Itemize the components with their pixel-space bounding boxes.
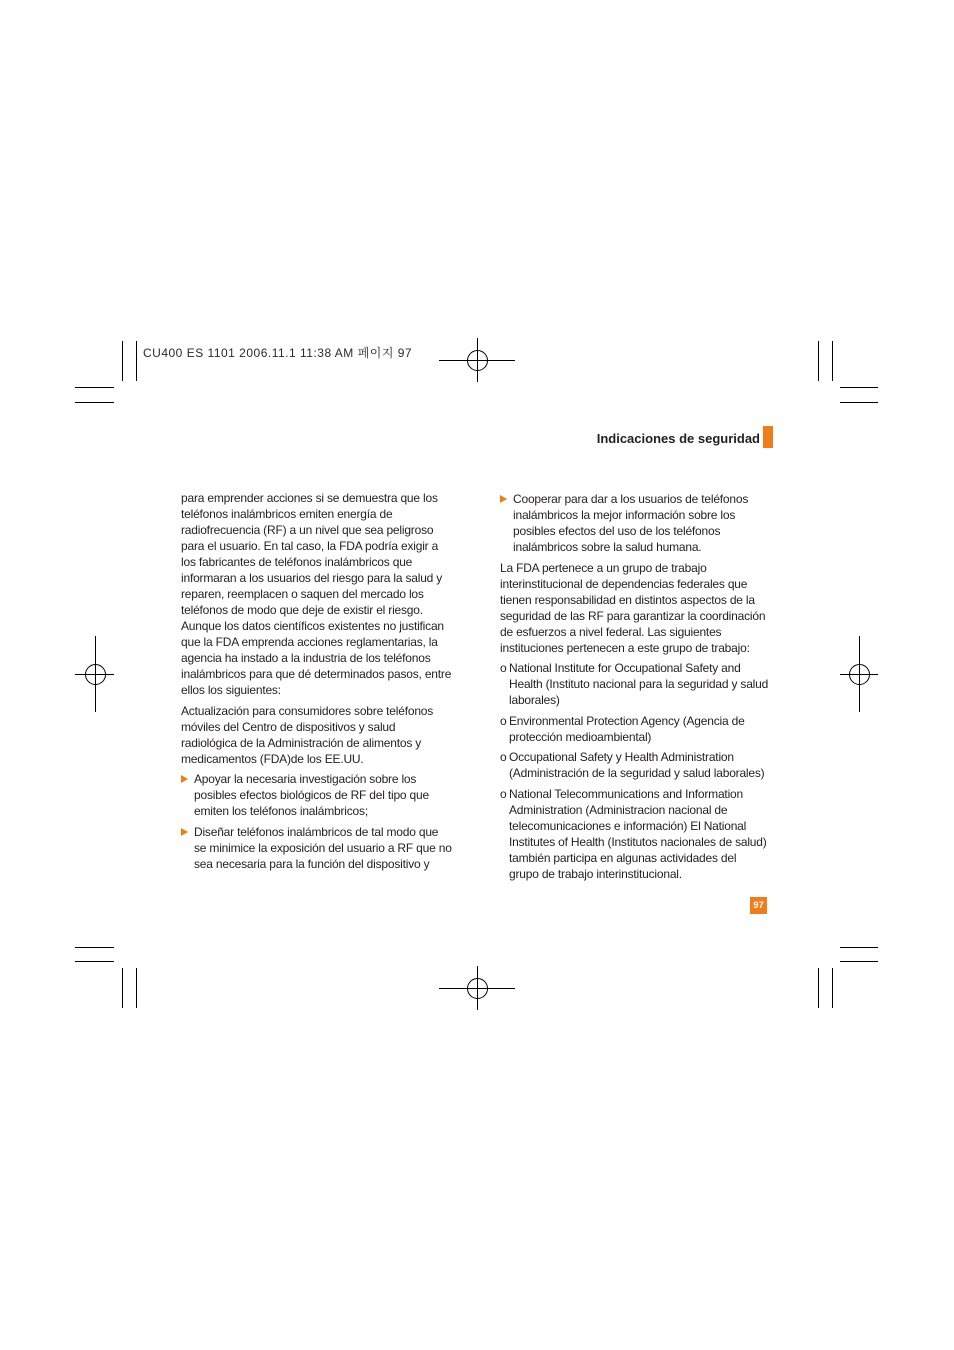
triangle-bullet-icon <box>181 828 188 836</box>
paragraph-line: que la FDA emprenda acciones reglamentarias, la <box>181 635 438 649</box>
bullet-line: posibles efectos del uso de los teléfonos <box>513 524 721 538</box>
triangle-bullet-icon <box>181 775 188 783</box>
paragraph-line: para emprender acciones si se demuestra que los <box>181 491 438 505</box>
institution-line: también participa en algunas actividades del <box>509 850 737 865</box>
paragraph-line: informaran a los usuarios del riesgo para la salud y <box>181 571 443 585</box>
institution-item <box>500 660 790 708</box>
list-marker: o <box>500 750 507 764</box>
bullet-line: Apoyar la necesaria investigación sobre los <box>194 772 417 786</box>
paragraph-line: reparen, reemplacen o saquen del mercado los <box>181 587 424 601</box>
institution-item <box>500 749 790 781</box>
page-number-badge: 97 <box>750 897 767 914</box>
paragraph-line: tienen responsabilidad en distintos aspectos de la <box>500 592 755 607</box>
print-slug: CU400 ES 1101 2006.11.1 11:38 AM 페이지 97 <box>143 346 413 360</box>
institution-line: Administration (Administracion nacional de <box>509 802 728 817</box>
bullet-line: Diseñar teléfonos inalámbricos de tal modo que <box>194 824 439 839</box>
intro-paragraph <box>181 490 471 698</box>
paragraph-line: inalámbricos para que dé determinados pasos, entre <box>181 667 452 681</box>
fda-paragraph <box>500 560 790 656</box>
institution-item <box>500 713 790 745</box>
paragraph-line: móviles del Centro de dispositivos y salud <box>181 719 396 734</box>
paragraph-line: radiológica de la Administración de alimentos y <box>181 735 422 750</box>
bullet-item <box>181 771 471 819</box>
paragraph-line: instituciones pertenecen a este grupo de trabajo: <box>500 640 750 655</box>
bullet-line: emiten los teléfonos inalámbricos; <box>194 804 368 818</box>
right-column <box>500 491 790 886</box>
paragraph-line: de esfuerzos a nivel federal. Las siguientes <box>500 624 722 639</box>
institution-item <box>500 786 790 882</box>
institution-line: grupo de trabajo interinstitucional. <box>509 866 682 881</box>
paragraph-line: teléfonos inalámbricos emiten energía de <box>181 507 393 521</box>
institution-line: National Telecommunications and Information <box>509 786 743 801</box>
bullet-line: sea necesaria para la función del dispositivo y <box>194 856 430 871</box>
paragraph-line: agencia ha instado a la industria de los teléfonos <box>181 651 431 665</box>
section-title: Indicaciones de seguridad <box>596 431 760 446</box>
bullet-line: inalámbricos la mejor información sobre los <box>513 508 736 522</box>
institution-line: Occupational Safety y Health Administration <box>509 750 734 764</box>
bullet-line: inalámbricos sobre la salud humana. <box>513 540 702 554</box>
institution-line: telecomunicaciones e información) El National <box>509 818 747 833</box>
list-marker: o <box>500 713 507 728</box>
paragraph-line: Aunque los datos científicos existentes no justifican <box>181 619 444 633</box>
left-column <box>181 490 471 876</box>
paragraph-line: seguridad de las RF para garantizar la coordinación <box>500 608 766 623</box>
paragraph-line: ellos los siguientes: <box>181 683 281 697</box>
paragraph-line: La FDA pertenece a un grupo de trabajo <box>500 560 707 575</box>
bullet-item <box>500 491 790 555</box>
paragraph-line: Actualización para consumidores sobre teléfonos <box>181 703 434 718</box>
section-tab-marker <box>763 426 773 448</box>
triangle-bullet-icon <box>500 495 507 503</box>
bullet-line: se minimice la exposición del usuario a RF que no <box>194 840 452 855</box>
institution-line: Health (Instituto nacional para la seguridad y salud <box>509 677 769 691</box>
paragraph-line: medicamentos (FDA)de los EE.UU. <box>181 751 364 766</box>
paragraph-line: los fabricantes de teléfonos inalámbricos que <box>181 555 413 569</box>
bullet-line: posibles efectos biológicos de RF del tipo que <box>194 788 429 802</box>
list-marker: o <box>500 661 507 675</box>
list-marker: o <box>500 786 507 801</box>
update-paragraph <box>181 703 471 767</box>
institution-line: laborales) <box>509 693 560 707</box>
institution-line: protección medioambiental) <box>509 729 652 744</box>
paragraph-line: para el usuario. En tal caso, la FDA podría exigir a <box>181 539 439 553</box>
bullet-line: Cooperar para dar a los usuarios de teléfonos <box>513 492 749 506</box>
paragraph-line: interinstitucional de dependencias federales que <box>500 576 748 591</box>
institution-line: (Administración de la seguridad y salud laborales) <box>509 766 765 780</box>
institution-line: Environmental Protection Agency (Agencia de <box>509 713 745 728</box>
bullet-item <box>181 824 471 872</box>
paragraph-line: radiofrecuencia (RF) a un nivel que sea peligroso <box>181 523 434 537</box>
institution-line: Institutes of Health (Institutos nacionales de salud) <box>509 834 767 849</box>
institution-line: National Institute for Occupational Safety and <box>509 661 741 675</box>
paragraph-line: teléfonos de modo que deje de existir el riesgo. <box>181 603 423 617</box>
